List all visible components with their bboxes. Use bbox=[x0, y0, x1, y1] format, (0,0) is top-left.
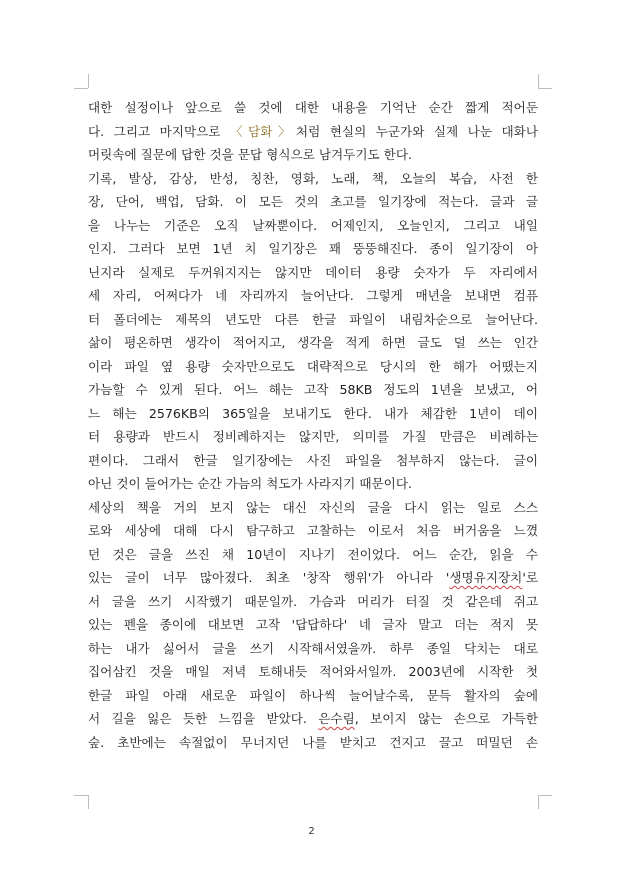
text-line: 느 해는 2576KB의 365일을 보내기도 한다. 내가 체감한 1년이 데이 bbox=[88, 405, 538, 421]
page-number: 2 bbox=[308, 826, 315, 837]
text-line: 닌지라 실제로 두꺼워지지는 않지만 데이터 용량 숫자가 두 자리에서 bbox=[88, 264, 538, 280]
text-line: 을 나누는 기준은 오직 날짜뿐이다. 어제인지, 오늘인지, 그리고 내일 bbox=[88, 217, 538, 233]
text-line bbox=[88, 566, 538, 590]
crop-mark-top-left-v bbox=[88, 74, 89, 88]
text-line: 집어삼킨 것을 매일 저녁 토해내듯 적어와서일까. 2003년에 시작한 첫 bbox=[88, 664, 538, 679]
text-line: 서 글을 쓰기 시작했기 때문일까. 가슴과 머리가 터질 것 같은데 쥐고 bbox=[88, 593, 538, 609]
highlighted-term: 〈담화〉 bbox=[229, 123, 296, 139]
text-line: 숲. 초반에는 속절없이 무너지던 나를 받치고 건지고 끌고 떠밀던 손 bbox=[88, 734, 538, 750]
spellcheck-marked-word[interactable]: 은수림 bbox=[318, 711, 355, 726]
text-line: 머릿속에 질문에 답한 것을 문답 형식으로 남겨두기도 한다. bbox=[88, 147, 412, 162]
text-line: 던 것은 글을 쓰진 채 10년이 지나기 전이었다. 어느 순간, 읽을 수 bbox=[88, 546, 538, 562]
text-segment: 있는 글이 너무 많아졌다. 최초 '창작 행위'가 아니라 ' bbox=[88, 570, 450, 585]
crop-mark-top-right-v bbox=[538, 74, 539, 88]
text-line: 대한 설정이나 앞으로 쓸 것에 대한 내용을 기억난 순간 짧게 적어둔 bbox=[88, 100, 538, 115]
text-line: 가늠할 수 있게 된다. 어느 해는 고작 58KB 정도의 1년을 보냈고, 어 bbox=[88, 382, 538, 397]
crop-mark-bottom-right-h bbox=[538, 795, 552, 796]
text-line: 장, 단어, 백업, 담화. 이 모든 것의 초고를 일기장에 적는다. 글과 글 bbox=[88, 194, 538, 209]
text-segment: 처럼 현실의 누군가와 실제 나눈 대화나 bbox=[295, 123, 538, 139]
spellcheck-marked-word[interactable]: 생명유지장치 bbox=[449, 570, 523, 585]
text-line: 한글 파일 아래 새로운 파일이 하나씩 늘어날수록, 문득 활자의 숲에 bbox=[88, 687, 538, 703]
text-line: 로와 세상에 대해 다시 탐구하고 고찰하는 이로서 처음 버거움을 느꼈 bbox=[88, 523, 538, 538]
text-segment: 서 길을 잃은 듯한 느낌을 받았다. bbox=[88, 711, 319, 726]
text-line: 인지. 그러다 보면 1년 치 일기장은 꽤 뚱뚱해진다. 종이 일기장이 아 bbox=[88, 241, 538, 256]
crop-mark-bottom-right-v bbox=[538, 795, 539, 809]
text-line: 터 폴더에는 제목의 년도만 다른 한글 파일이 내림차순으로 늘어난다. bbox=[88, 311, 538, 327]
text-line: 삶이 평온하면 생각이 적어지고, 생각을 적게 하면 글도 덜 쓰는 인간 bbox=[88, 335, 538, 350]
text-segment: '로 bbox=[522, 570, 538, 585]
body-text[interactable] bbox=[88, 96, 538, 754]
crop-mark-top-right-h bbox=[538, 88, 552, 89]
text-line: 세상의 책을 거의 보지 않는 대신 자신의 글을 다시 읽는 일로 스스 bbox=[88, 499, 538, 515]
text-line: 세 자리, 어쩌다가 네 자리까지 늘어난다. 그렇게 매년을 보내면 컴퓨 bbox=[88, 288, 538, 303]
text-line: 하는 내가 싫어서 글을 쓰기 시작해서였을까. 하루 종일 닥치는 대로 bbox=[88, 640, 538, 656]
text-line bbox=[88, 120, 538, 144]
text-line: 기록, 발상, 감상, 반성, 칭찬, 영화, 노래, 책, 오늘의 복습, 사전 한 bbox=[88, 170, 538, 186]
text-segment: , 보이지 않는 손으로 가득한 bbox=[354, 711, 538, 726]
crop-mark-bottom-left-v bbox=[88, 795, 89, 809]
text-segment: 다. 그리고 마지막으로 bbox=[88, 123, 230, 139]
crop-mark-top-left-h bbox=[74, 88, 88, 89]
text-line: 편이다. 그래서 한글 일기장에는 사진 파일을 첨부하지 않는다. 글이 bbox=[88, 452, 538, 468]
text-line: 이라 파일 옆 용량 숫자만으로도 대략적으로 당시의 한 해가 어땠는지 bbox=[88, 358, 538, 374]
crop-mark-bottom-left-h bbox=[74, 795, 88, 796]
text-line: 터 용량과 반드시 정비례하지는 않지만, 의미를 가질 만큼은 비례하는 bbox=[88, 429, 538, 444]
text-line bbox=[88, 707, 538, 731]
text-line: 있는 펜을 종이에 대보면 고작 '답답하다' 네 글자 말고 더는 적지 못 bbox=[88, 617, 538, 632]
text-line: 아닌 것이 들어가는 순간 가늠의 척도가 사라지기 때문이다. bbox=[88, 476, 412, 491]
